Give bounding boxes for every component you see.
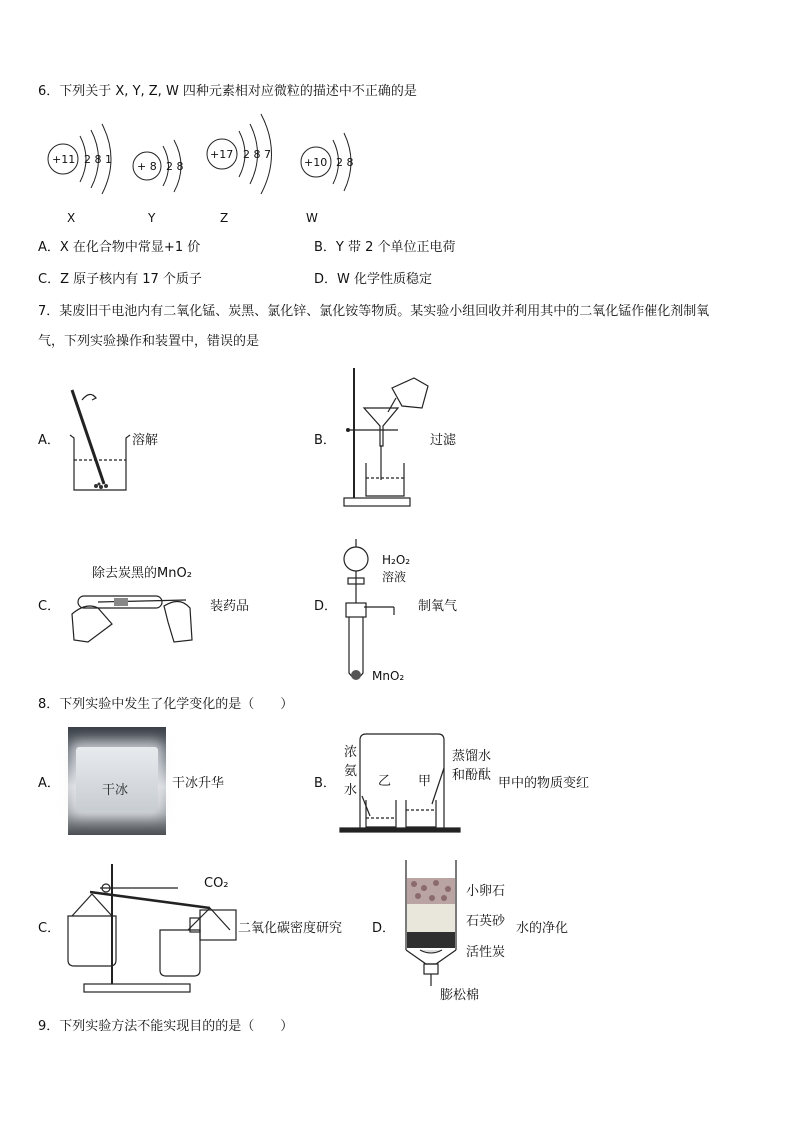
ammonia-diffusion-figure [340,730,460,840]
q8-d-letter: D． [372,921,396,936]
q8-a-letter: A． [38,776,60,791]
q7-stem-line1: 7．某废旧干电池内有二氧化锰、炭黑、氯化锌、氯化铵等物质。某实验小组回收并利用其中的二氧化锰作催化剂制氧 [38,304,710,319]
atom-y-label: Y [148,211,156,225]
q8-d-layer-activated-carbon: 活性炭 [466,945,506,960]
oxygen-generator-figure [336,533,426,688]
q8-b-letter: B． [314,776,336,791]
q8-c-letter: C． [38,921,61,936]
dry-ice-photo [68,727,166,835]
q6-option-c: C．Z 原子核内有 17 个质子 [38,272,202,287]
water-purifier-column-figure [398,858,468,988]
atom-x-label: X [67,211,76,225]
q7-b-caption: 过滤 [430,433,457,448]
atom-z-shells: 2 8 7 [243,148,271,161]
q6-option-a: A．X 在化合物中常显+1 价 [38,240,201,255]
atom-w-label: W [306,211,318,225]
q8-d-layer-cotton: 膨松棉 [440,988,480,1003]
atom-y-shells: 2 8 [166,160,184,173]
q8-b-beaker-yi: 乙 [378,774,392,789]
q8-c-caption: 二氧化碳密度研究 [238,921,343,936]
q8-d-layer-quartz-sand: 石英砂 [466,914,506,929]
q8-b-beaker-jia: 甲 [418,774,432,789]
q7-d-note-h2o2: H₂O₂ [382,553,411,567]
q8-b-label-distilled-water: 蒸馏水 [452,749,492,764]
q7-b-letter: B． [314,433,336,448]
atom-z-nucleus: +17 [210,148,234,161]
q8-c-gas-label: CO₂ [204,876,229,891]
q7-d-note-mno2: MnO₂ [372,669,405,683]
q8-d-layer-pebbles: 小卵石 [466,884,506,899]
q8-b-label-an: 氨 [344,764,358,779]
atom-w-nucleus: +10 [304,156,328,169]
atom-y-nucleus: + 8 [137,160,157,173]
q7-d-letter: D． [314,599,338,614]
q7-a-letter: A． [38,433,60,448]
atom-x-shells: 2 8 1 [84,153,112,166]
q8-b-caption: 甲中的物质变红 [498,776,590,791]
q7-c-caption: 装药品 [210,599,250,614]
dry-ice-photo-label: 干冰 [102,783,129,798]
q8-b-label-shui: 水 [344,783,358,798]
q6-option-b: B．Y 带 2 个单位正电荷 [314,240,456,255]
q6-option-d: D．W 化学性质稳定 [314,272,432,287]
q8-a-caption: 干冰升华 [172,776,225,791]
q7-d-caption: 制氧气 [418,599,458,614]
q7-c-note: 除去炭黑的MnO₂ [92,566,192,581]
q7-stem-line2: 气，下列实验操作和装置中，错误的是 [38,334,260,349]
q7-c-letter: C． [38,599,61,614]
atom-w-shells: 2 8 [336,156,354,169]
q9-stem: 9．下列实验方法不能实现目的的是（ ） [38,1019,294,1034]
q8-b-label-nong: 浓 [344,745,358,760]
q8-b-label-phenolphthalein: 和酚酞 [452,768,492,783]
q7-a-caption: 溶解 [132,433,159,448]
atom-x-nucleus: +11 [52,153,76,166]
q7-d-note-solution: 溶液 [382,570,407,584]
q8-stem: 8．下列实验中发生了化学变化的是（ ） [38,697,294,712]
loading-test-tube-figure [68,584,198,648]
atom-z-label: Z [220,211,229,225]
q8-d-caption: 水的净化 [516,921,569,936]
atom-structure-diagrams [0,0,794,240]
q6-stem: 6．下列关于 X, Y, Z, W 四种元素相对应微粒的描述中不正确的是 [38,84,417,99]
